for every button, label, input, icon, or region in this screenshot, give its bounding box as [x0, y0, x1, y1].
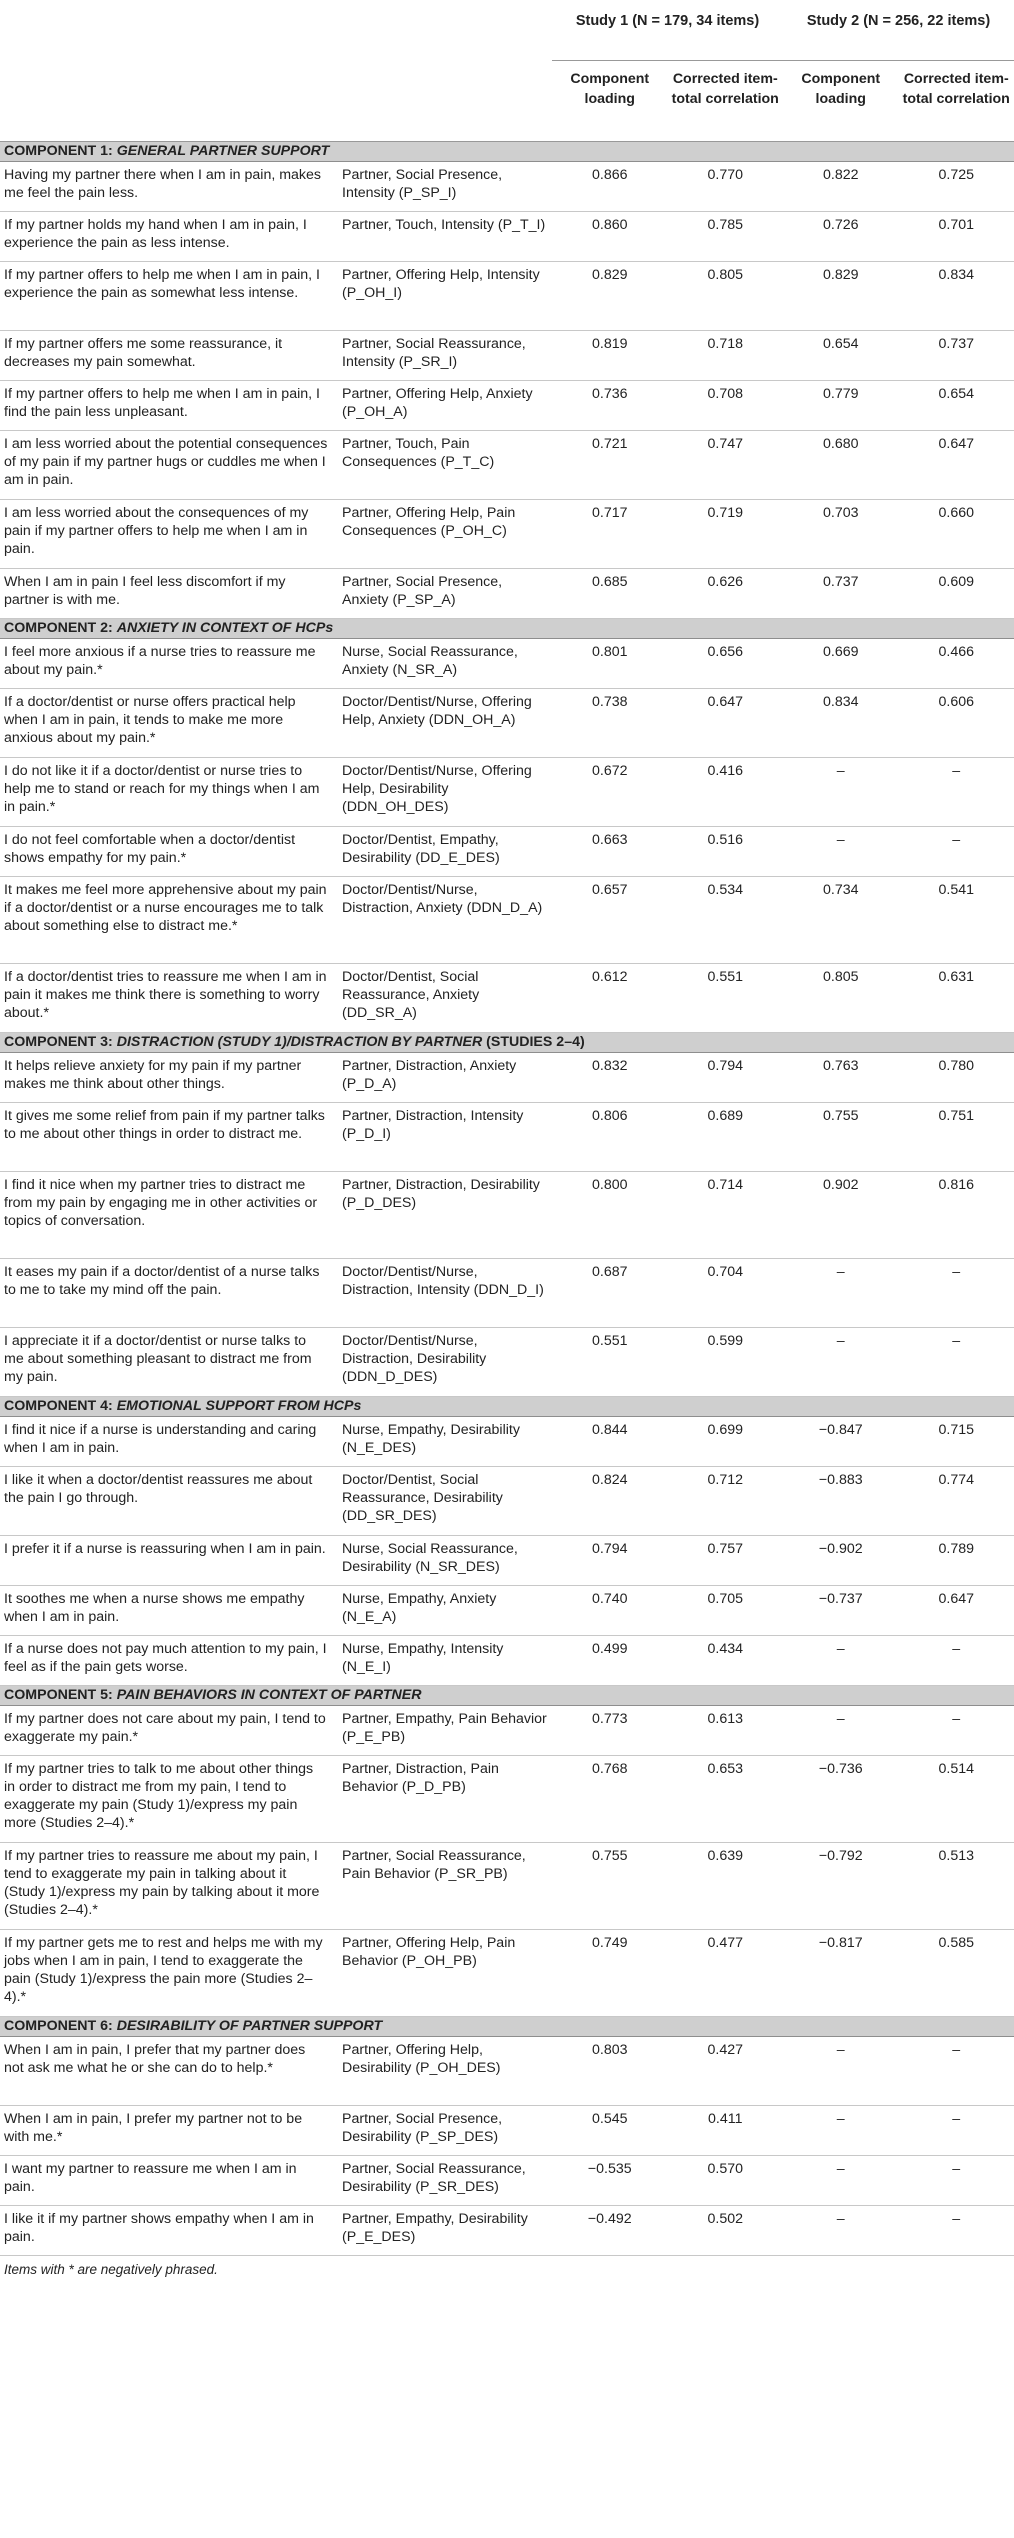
header-blank: [338, 61, 552, 142]
study2-correlation: –: [899, 2156, 1014, 2206]
study1-correlation: 0.416: [668, 758, 784, 827]
component-header-row: [0, 142, 1014, 162]
table-row: [0, 1636, 1014, 1686]
study1-loading: 0.545: [552, 2106, 668, 2156]
study2-correlation: 0.647: [899, 1586, 1014, 1636]
study2-correlation: 0.774: [899, 1467, 1014, 1536]
component-name: DESIRABILITY OF PARTNER SUPPORT: [116, 2018, 383, 2034]
study2-correlation: 0.715: [899, 1417, 1014, 1467]
study2-correlation: 0.513: [899, 1843, 1014, 1930]
study2-loading: −0.883: [783, 1467, 899, 1536]
study1-correlation: 0.714: [668, 1172, 784, 1259]
item-label: Partner, Offering Help, Pain Consequences (P_OH_C): [338, 500, 552, 569]
study2-correlation: –: [899, 1259, 1014, 1328]
item-label: Doctor/Dentist, Social Reassurance, Desirability (DD_SR_DES): [338, 1467, 552, 1536]
item-label: Partner, Distraction, Intensity (P_D_I): [338, 1103, 552, 1172]
item-text: I like it when a doctor/dentist reassures me about the pain I go through.: [0, 1467, 338, 1536]
item-label: Partner, Touch, Intensity (P_T_I): [338, 212, 552, 262]
table-row: [0, 2106, 1014, 2156]
table-row: [0, 827, 1014, 877]
study1-correlation-header: Corrected item-total correlation: [668, 61, 784, 142]
header-blank: [338, 0, 552, 61]
study1-correlation: 0.718: [668, 331, 784, 381]
item-text: It gives me some relief from pain if my partner talks to me about other things in order to distract me.: [0, 1103, 338, 1172]
study1-correlation: 0.747: [668, 431, 784, 500]
item-text: If my partner offers me some reassurance, it decreases my pain somewhat.: [0, 331, 338, 381]
study1-loading: 0.717: [552, 500, 668, 569]
study2-loading: 0.669: [783, 639, 899, 689]
item-label: Partner, Distraction, Anxiety (P_D_A): [338, 1053, 552, 1103]
study2-loading: –: [783, 1636, 899, 1686]
table-row: [0, 1172, 1014, 1259]
study2-loading: –: [783, 1259, 899, 1328]
study2-correlation: 0.834: [899, 262, 1014, 331]
component-number: COMPONENT 4:: [4, 1398, 117, 1414]
study2-correlation: 0.737: [899, 331, 1014, 381]
item-text: If my partner gets me to rest and helps me with my jobs when I am in pain, I tend to exaggerate the pain (Study 1)/express the pain more (Studies 2–4).*: [0, 1930, 338, 2017]
study2-correlation: –: [899, 758, 1014, 827]
item-label: Nurse, Social Reassurance, Anxiety (N_SR_A): [338, 639, 552, 689]
item-label: Partner, Offering Help, Anxiety (P_OH_A): [338, 381, 552, 431]
item-label: Partner, Touch, Pain Consequences (P_T_C): [338, 431, 552, 500]
component-title: [0, 2017, 1014, 2037]
item-text: I want my partner to reassure me when I am in pain.: [0, 2156, 338, 2206]
study1-correlation: 0.647: [668, 689, 784, 758]
study1-loading: −0.492: [552, 2206, 668, 2256]
study1-loading: 0.794: [552, 1536, 668, 1586]
item-label: Partner, Offering Help, Desirability (P_OH_DES): [338, 2037, 552, 2106]
study1-loading: 0.860: [552, 212, 668, 262]
item-label: Doctor/Dentist/Nurse, Distraction, Anxiety (DDN_D_A): [338, 877, 552, 964]
component-name: DISTRACTION (STUDY 1)/DISTRACTION BY PARTNER: [116, 1034, 483, 1050]
item-label: Doctor/Dentist, Empathy, Desirability (DD_E_DES): [338, 827, 552, 877]
study1-loading: 0.612: [552, 964, 668, 1033]
study1-loading: 0.803: [552, 2037, 668, 2106]
study2-loading: 0.805: [783, 964, 899, 1033]
table-header: [0, 0, 1014, 142]
study1-loading: 0.738: [552, 689, 668, 758]
item-label: Nurse, Empathy, Desirability (N_E_DES): [338, 1417, 552, 1467]
study2-loading: −0.736: [783, 1756, 899, 1843]
study2-loading: 0.734: [783, 877, 899, 964]
study1-correlation: 0.502: [668, 2206, 784, 2256]
item-text: It helps relieve anxiety for my pain if my partner makes me think about other things.: [0, 1053, 338, 1103]
study2-header: Study 2 (N = 256, 22 items): [783, 0, 1014, 61]
table-row: [0, 1536, 1014, 1586]
item-text: If my partner offers to help me when I am in pain, I find the pain less unpleasant.: [0, 381, 338, 431]
item-label: Nurse, Empathy, Anxiety (N_E_A): [338, 1586, 552, 1636]
item-text: If a doctor/dentist or nurse offers practical help when I am in pain, it tends to make me more anxious about my pain.*: [0, 689, 338, 758]
table-row: [0, 1417, 1014, 1467]
item-label: Partner, Empathy, Pain Behavior (P_E_PB): [338, 1706, 552, 1756]
study1-correlation: 0.434: [668, 1636, 784, 1686]
study1-correlation: 0.656: [668, 639, 784, 689]
table-row: [0, 1586, 1014, 1636]
item-text: It eases my pain if a doctor/dentist of a nurse talks to me to take my mind off the pain.: [0, 1259, 338, 1328]
study1-correlation: 0.689: [668, 1103, 784, 1172]
study2-correlation: –: [899, 1328, 1014, 1397]
table-row: [0, 1843, 1014, 1930]
item-text: Having my partner there when I am in pain, makes me feel the pain less.: [0, 162, 338, 212]
study2-correlation: –: [899, 827, 1014, 877]
study1-loading: 0.687: [552, 1259, 668, 1328]
study2-loading: –: [783, 1328, 899, 1397]
study2-loading: −0.902: [783, 1536, 899, 1586]
study2-correlation: 0.725: [899, 162, 1014, 212]
component-name: GENERAL PARTNER SUPPORT: [116, 143, 330, 159]
study1-loading: 0.866: [552, 162, 668, 212]
component-name: ANXIETY IN CONTEXT OF HCPs: [116, 620, 334, 636]
item-label: Partner, Distraction, Desirability (P_D_DES): [338, 1172, 552, 1259]
item-label: Doctor/Dentist/Nurse, Offering Help, Desirability (DDN_OH_DES): [338, 758, 552, 827]
item-label: Partner, Offering Help, Pain Behavior (P_OH_PB): [338, 1930, 552, 2017]
component-name-tail: (STUDIES 2–4): [482, 1034, 585, 1050]
study1-loading-header: Component loading: [552, 61, 668, 142]
item-text: If my partner tries to reassure me about my pain, I tend to exaggerate my pain in talking about it (Study 1)/express my pain by talking about it more (Studies 2–4).*: [0, 1843, 338, 1930]
study2-correlation: 0.606: [899, 689, 1014, 758]
study1-loading: 0.740: [552, 1586, 668, 1636]
item-label: Partner, Social Reassurance, Intensity (P_SR_I): [338, 331, 552, 381]
study1-correlation: 0.704: [668, 1259, 784, 1328]
table-row: [0, 2206, 1014, 2256]
table-row: [0, 431, 1014, 500]
component-title: [0, 619, 1014, 639]
study2-loading: 0.755: [783, 1103, 899, 1172]
component-header-row: [0, 1686, 1014, 1706]
item-label: Doctor/Dentist/Nurse, Distraction, Intensity (DDN_D_I): [338, 1259, 552, 1328]
study2-loading: 0.680: [783, 431, 899, 500]
study2-loading: 0.763: [783, 1053, 899, 1103]
study1-correlation: 0.477: [668, 1930, 784, 2017]
study1-loading: 0.829: [552, 262, 668, 331]
study1-correlation: 0.534: [668, 877, 784, 964]
study2-loading: –: [783, 2037, 899, 2106]
study1-loading: 0.721: [552, 431, 668, 500]
item-label: Doctor/Dentist/Nurse, Offering Help, Anxiety (DDN_OH_A): [338, 689, 552, 758]
table-row: [0, 1103, 1014, 1172]
item-text: I feel more anxious if a nurse tries to reassure me about my pain.*: [0, 639, 338, 689]
study1-correlation: 0.794: [668, 1053, 784, 1103]
study2-loading: 0.829: [783, 262, 899, 331]
header-blank: [0, 0, 338, 61]
study1-loading: 0.672: [552, 758, 668, 827]
study2-correlation: –: [899, 1636, 1014, 1686]
study1-loading: 0.824: [552, 1467, 668, 1536]
study2-correlation-header: Corrected item-total correlation: [899, 61, 1014, 142]
study1-correlation: 0.699: [668, 1417, 784, 1467]
study2-correlation: 0.609: [899, 569, 1014, 619]
item-text: If my partner does not care about my pain, I tend to exaggerate my pain.*: [0, 1706, 338, 1756]
item-text: When I am in pain, I prefer my partner not to be with me.*: [0, 2106, 338, 2156]
item-label: Partner, Social Presence, Intensity (P_SP_I): [338, 162, 552, 212]
table-row: [0, 2037, 1014, 2106]
table-row: [0, 500, 1014, 569]
component-number: COMPONENT 2:: [4, 620, 117, 636]
study1-loading: 0.551: [552, 1328, 668, 1397]
table-row: [0, 964, 1014, 1033]
study2-correlation: 0.789: [899, 1536, 1014, 1586]
study1-loading: 0.749: [552, 1930, 668, 2017]
component-header-row: [0, 1397, 1014, 1417]
study1-loading: 0.819: [552, 331, 668, 381]
study1-correlation: 0.708: [668, 381, 784, 431]
study2-loading: –: [783, 827, 899, 877]
study1-correlation: 0.599: [668, 1328, 784, 1397]
table-row: [0, 1930, 1014, 2017]
item-text: I am less worried about the consequences of my pain if my partner offers to help me when I am in pain.: [0, 500, 338, 569]
study2-correlation: 0.466: [899, 639, 1014, 689]
study2-correlation: 0.631: [899, 964, 1014, 1033]
study1-correlation: 0.626: [668, 569, 784, 619]
component-title: [0, 1686, 1014, 1706]
study1-correlation: 0.551: [668, 964, 784, 1033]
study2-correlation: 0.660: [899, 500, 1014, 569]
study2-correlation: 0.541: [899, 877, 1014, 964]
study1-correlation: 0.516: [668, 827, 784, 877]
item-label: Partner, Social Presence, Anxiety (P_SP_A): [338, 569, 552, 619]
component-number: COMPONENT 3:: [4, 1034, 117, 1050]
item-label: Doctor/Dentist, Social Reassurance, Anxiety (DD_SR_A): [338, 964, 552, 1033]
component-number: COMPONENT 1:: [4, 143, 117, 159]
item-text: It soothes me when a nurse shows me empathy when I am in pain.: [0, 1586, 338, 1636]
item-text: If my partner offers to help me when I am in pain, I experience the pain as somewhat less intense.: [0, 262, 338, 331]
item-text: I find it nice when my partner tries to distract me from my pain by engaging me in other activities or topics of conversation.: [0, 1172, 338, 1259]
study2-correlation: 0.585: [899, 1930, 1014, 2017]
item-text: I find it nice if a nurse is understanding and caring when I am in pain.: [0, 1417, 338, 1467]
study1-loading: 0.736: [552, 381, 668, 431]
study1-loading: 0.499: [552, 1636, 668, 1686]
component-title: [0, 142, 1014, 162]
study2-loading: –: [783, 1706, 899, 1756]
table-row: [0, 381, 1014, 431]
table-row: [0, 1328, 1014, 1397]
table-row: [0, 2156, 1014, 2206]
item-label: Partner, Distraction, Pain Behavior (P_D_PB): [338, 1756, 552, 1843]
item-text: I prefer it if a nurse is reassuring when I am in pain.: [0, 1536, 338, 1586]
item-text: I like it if my partner shows empathy when I am in pain.: [0, 2206, 338, 2256]
study2-correlation: 0.751: [899, 1103, 1014, 1172]
study2-correlation: –: [899, 2037, 1014, 2106]
table-row: [0, 1053, 1014, 1103]
study2-loading: 0.834: [783, 689, 899, 758]
item-text: If a doctor/dentist tries to reassure me when I am in pain it makes me think there is something to worry about.*: [0, 964, 338, 1033]
study2-loading: –: [783, 758, 899, 827]
study2-loading: −0.847: [783, 1417, 899, 1467]
study1-loading: 0.844: [552, 1417, 668, 1467]
study2-loading: 0.737: [783, 569, 899, 619]
study1-header: Study 1 (N = 179, 34 items): [552, 0, 783, 61]
study2-loading-header: Component loading: [783, 61, 899, 142]
footnote: Items with * are negatively phrased.: [4, 2262, 218, 2277]
component-number: COMPONENT 5:: [4, 1687, 117, 1703]
study1-correlation: 0.719: [668, 500, 784, 569]
study1-loading: 0.685: [552, 569, 668, 619]
study2-loading: 0.703: [783, 500, 899, 569]
study1-correlation: 0.785: [668, 212, 784, 262]
component-header-row: [0, 1033, 1014, 1053]
study1-correlation: 0.427: [668, 2037, 784, 2106]
component-title: [0, 1033, 1014, 1053]
study1-loading: 0.768: [552, 1756, 668, 1843]
study1-loading: 0.801: [552, 639, 668, 689]
study2-correlation: 0.647: [899, 431, 1014, 500]
study1-correlation: 0.411: [668, 2106, 784, 2156]
study1-correlation: 0.639: [668, 1843, 784, 1930]
study1-correlation: 0.613: [668, 1706, 784, 1756]
study2-correlation: –: [899, 1706, 1014, 1756]
table-row: [0, 758, 1014, 827]
study2-loading: −0.792: [783, 1843, 899, 1930]
item-text: When I am in pain I feel less discomfort if my partner is with me.: [0, 569, 338, 619]
study2-correlation: 0.780: [899, 1053, 1014, 1103]
study2-correlation: 0.654: [899, 381, 1014, 431]
item-label: Doctor/Dentist/Nurse, Distraction, Desirability (DDN_D_DES): [338, 1328, 552, 1397]
item-text: I do not feel comfortable when a doctor/dentist shows empathy for my pain.*: [0, 827, 338, 877]
study2-correlation: –: [899, 2106, 1014, 2156]
study2-loading: 0.822: [783, 162, 899, 212]
table-body: [0, 142, 1014, 2256]
study1-correlation: 0.705: [668, 1586, 784, 1636]
table-row: [0, 212, 1014, 262]
component-name: EMOTIONAL SUPPORT FROM HCPs: [116, 1398, 362, 1414]
study1-loading: 0.773: [552, 1706, 668, 1756]
study2-loading: 0.726: [783, 212, 899, 262]
item-label: Partner, Offering Help, Intensity (P_OH_I): [338, 262, 552, 331]
table-row: [0, 162, 1014, 212]
study1-loading: −0.535: [552, 2156, 668, 2206]
study2-loading: 0.902: [783, 1172, 899, 1259]
study1-loading: 0.657: [552, 877, 668, 964]
item-label: Partner, Social Reassurance, Pain Behavior (P_SR_PB): [338, 1843, 552, 1930]
table-row: [0, 1467, 1014, 1536]
item-label: Nurse, Social Reassurance, Desirability (N_SR_DES): [338, 1536, 552, 1586]
study2-loading: 0.779: [783, 381, 899, 431]
item-label: Partner, Empathy, Desirability (P_E_DES): [338, 2206, 552, 2256]
table-row: [0, 639, 1014, 689]
study1-loading: 0.806: [552, 1103, 668, 1172]
item-text: When I am in pain, I prefer that my partner does not ask me what he or she can do to help.*: [0, 2037, 338, 2106]
item-label: Nurse, Empathy, Intensity (N_E_I): [338, 1636, 552, 1686]
study1-loading: 0.755: [552, 1843, 668, 1930]
study2-loading: −0.737: [783, 1586, 899, 1636]
study2-loading: 0.654: [783, 331, 899, 381]
component-number: COMPONENT 6:: [4, 2018, 117, 2034]
component-header-row: [0, 2017, 1014, 2037]
study2-correlation: 0.816: [899, 1172, 1014, 1259]
table-row: [0, 1756, 1014, 1843]
item-text: If my partner holds my hand when I am in pain, I experience the pain as less intense.: [0, 212, 338, 262]
component-header-row: [0, 619, 1014, 639]
study2-correlation: 0.514: [899, 1756, 1014, 1843]
study1-correlation: 0.712: [668, 1467, 784, 1536]
study1-loading: 0.800: [552, 1172, 668, 1259]
item-text: I am less worried about the potential consequences of my pain if my partner hugs or cuddles me when I am in pain.: [0, 431, 338, 500]
study2-correlation: 0.701: [899, 212, 1014, 262]
study2-loading: −0.817: [783, 1930, 899, 2017]
study2-correlation: –: [899, 2206, 1014, 2256]
table-row: [0, 689, 1014, 758]
item-text: I appreciate it if a doctor/dentist or nurse talks to me about something pleasant to distract me from my pain.: [0, 1328, 338, 1397]
item-text: If my partner tries to talk to me about other things in order to distract me from my pain, I tend to exaggerate my pain (Study 1)/express my pain more (Studies 2–4).*: [0, 1756, 338, 1843]
table-row: [0, 1259, 1014, 1328]
study2-loading: –: [783, 2106, 899, 2156]
study1-loading: 0.832: [552, 1053, 668, 1103]
table-row: [0, 262, 1014, 331]
study1-loading: 0.663: [552, 827, 668, 877]
item-label: Partner, Social Reassurance, Desirability (P_SR_DES): [338, 2156, 552, 2206]
study1-correlation: 0.770: [668, 162, 784, 212]
study1-correlation: 0.653: [668, 1756, 784, 1843]
component-name: PAIN BEHAVIORS IN CONTEXT OF PARTNER: [116, 1687, 422, 1703]
table-row: [0, 877, 1014, 964]
item-label: Partner, Social Presence, Desirability (P_SP_DES): [338, 2106, 552, 2156]
study1-correlation: 0.757: [668, 1536, 784, 1586]
header-blank: [0, 61, 338, 142]
study2-loading: –: [783, 2206, 899, 2256]
table-row: [0, 331, 1014, 381]
item-text: I do not like it if a doctor/dentist or nurse tries to help me to stand or reach for my things when I am in pain.*: [0, 758, 338, 827]
study1-correlation: 0.805: [668, 262, 784, 331]
study1-correlation: 0.570: [668, 2156, 784, 2206]
item-text: If a nurse does not pay much attention to my pain, I feel as if the pain gets worse.: [0, 1636, 338, 1686]
component-title: [0, 1397, 1014, 1417]
table-row: [0, 1706, 1014, 1756]
table-row: [0, 569, 1014, 619]
item-text: It makes me feel more apprehensive about my pain if a doctor/dentist or a nurse encourages me to talk about something else to distract me.*: [0, 877, 338, 964]
study2-loading: –: [783, 2156, 899, 2206]
